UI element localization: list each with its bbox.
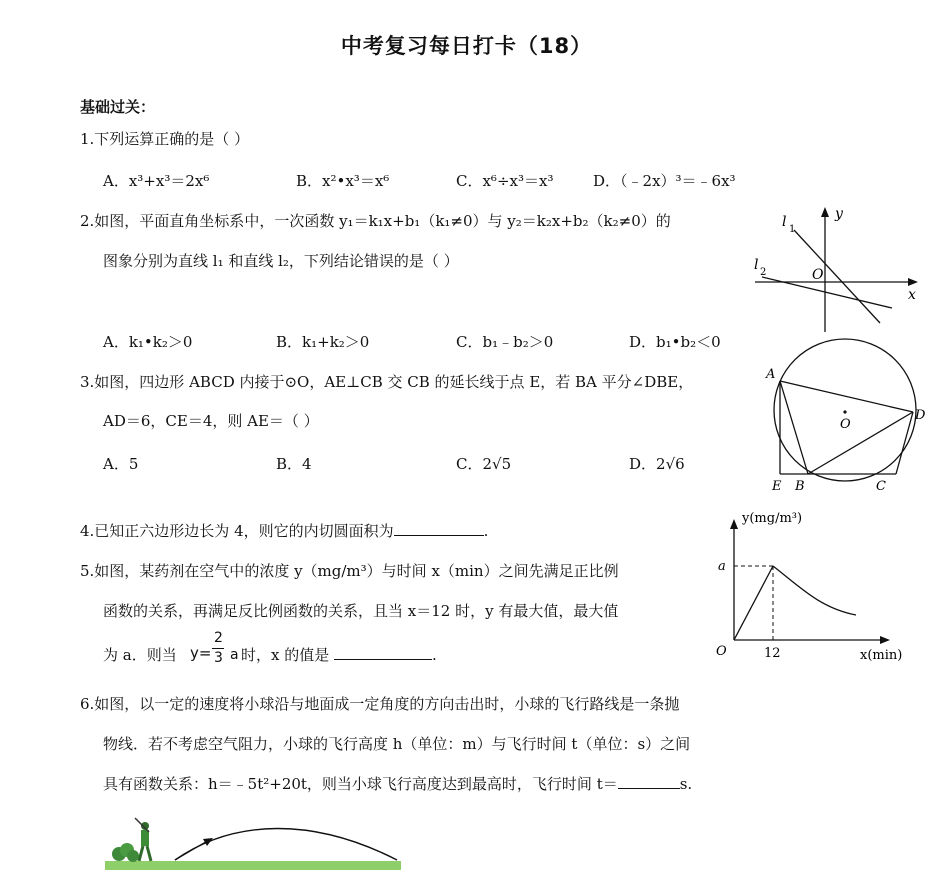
q3-option-a: A．5 [103,455,139,473]
launch-direction-arrow [175,840,209,860]
q3-line-2: AD＝6，CE＝4，则 AE＝（ ） [103,412,319,430]
q6-end: s. [679,775,693,793]
q2-fig-origin-label: O [812,267,824,283]
q6-line-3: 具有函数关系：h＝﹣5t²+20t，则当小球飞行高度达到最高时，飞行时间 t＝ [103,775,618,793]
q5-fraction-rhs: a [230,647,239,663]
q6-line-1: 6.如图，以一定的速度将小球沿与地面成一定角度的方向击出时，小球的飞行路线是一条抛 [80,695,680,713]
q1-stem: 1.下列运算正确的是（ ） [80,130,250,148]
q3-fig-d: D [915,408,926,423]
page-title: 中考复习每日打卡（18） [340,34,593,58]
q5-fig-y-axis-label: y(mg/m³) [742,511,803,526]
q2-fig-l1-label: l [782,214,787,230]
q3-fig-e: E [772,479,782,494]
q5-fig-origin: O [716,644,727,659]
q2-coordinate-figure [750,205,925,335]
q5-line-1: 5.如图，某药剂在空气中的浓度 y（mg/m³）与时间 x（min）之间先满足正比例 [80,562,619,580]
q1-option-c: C．x⁶÷x³＝x³ [456,172,554,190]
q5-line-3a: 为 a．则当 [103,646,177,664]
q2-fig-l2-label: l [754,257,759,273]
q4-end: . [483,522,489,540]
q5-fig-12-tick: 12 [764,646,781,661]
q5-end: . [432,646,437,664]
q3-fig-c: C [876,479,886,494]
section-heading: 基础过关： [80,98,156,116]
q5-fraction-lhs: y= [190,644,212,662]
q3-option-b: B．4 [276,455,312,473]
q3-circle-figure [760,340,932,495]
q5-concentration-figure [710,505,930,665]
q2-fig-l2-sub: 2 [760,267,767,278]
q5-answer-blank [334,645,432,660]
q6-answer-blank [618,774,680,789]
q3-fig-a: A [766,367,776,382]
q2-option-b: B．k₁+k₂＞0 [276,333,370,351]
q2-fig-y-label: y [835,206,843,222]
q1-option-b: B．x²•x³＝x⁶ [296,172,390,190]
q5-fig-a-tick: a [718,559,726,574]
q1-option-d: D．（﹣2x）³＝﹣6x³ [593,172,736,190]
q5-fig-x-axis-label: x(min) [860,648,903,663]
q6-line-2: 物线．若不考虑空气阻力，小球的飞行高度 h（单位：m）与飞行时间 t（单位：s）之间 [103,735,691,753]
q5-fraction-denominator: 3 [214,650,223,666]
q3-option-d: D．2√6 [629,455,685,473]
q2-option-a: A．k₁•k₂＞0 [103,333,193,351]
q2-option-c: C．b₁﹣b₂＞0 [456,333,554,351]
q2-option-d: D．b₁•b₂＜0 [629,333,721,351]
q2-line-1: 2.如图，平面直角坐标系中，一次函数 y₁＝k₁x+b₁（k₁≠0）与 y₂＝k₂x+b₂（k₂≠0）的 [80,212,671,230]
q2-fig-x-label: x [908,287,916,303]
q3-option-c: C．2√5 [456,455,512,473]
q1-option-a: A．x³+x³＝2x⁶ [103,172,210,190]
q5-line-3b: 时，x 的值是 [241,646,330,664]
q2-fig-l1-sub: 1 [789,224,796,235]
q2-line-2: 图象分别为直线 l₁ 和直线 l₂，下列结论错误的是（ ） [103,252,459,270]
bush-icon [112,843,139,862]
q5-fraction-bar [212,648,224,649]
q6-golf-figure [105,808,405,878]
q3-line-1: 3.如图，四边形 ABCD 内接于⊙O，AE⊥CB 交 CB 的延长线于点 E，若 BA 平分∠DBE， [80,373,694,391]
q4-answer-blank [394,521,484,536]
q5-fraction-numerator: 2 [214,630,223,646]
q3-fig-b: B [795,479,805,494]
q5-line-2: 函数的关系，再满足反比例函数的关系，且当 x＝12 时，y 有最大值，最大值 [103,602,619,620]
q4-stem: 4.已知正六边形边长为 4，则它的内切圆面积为 [80,522,394,540]
q3-fig-o: O [840,417,851,432]
